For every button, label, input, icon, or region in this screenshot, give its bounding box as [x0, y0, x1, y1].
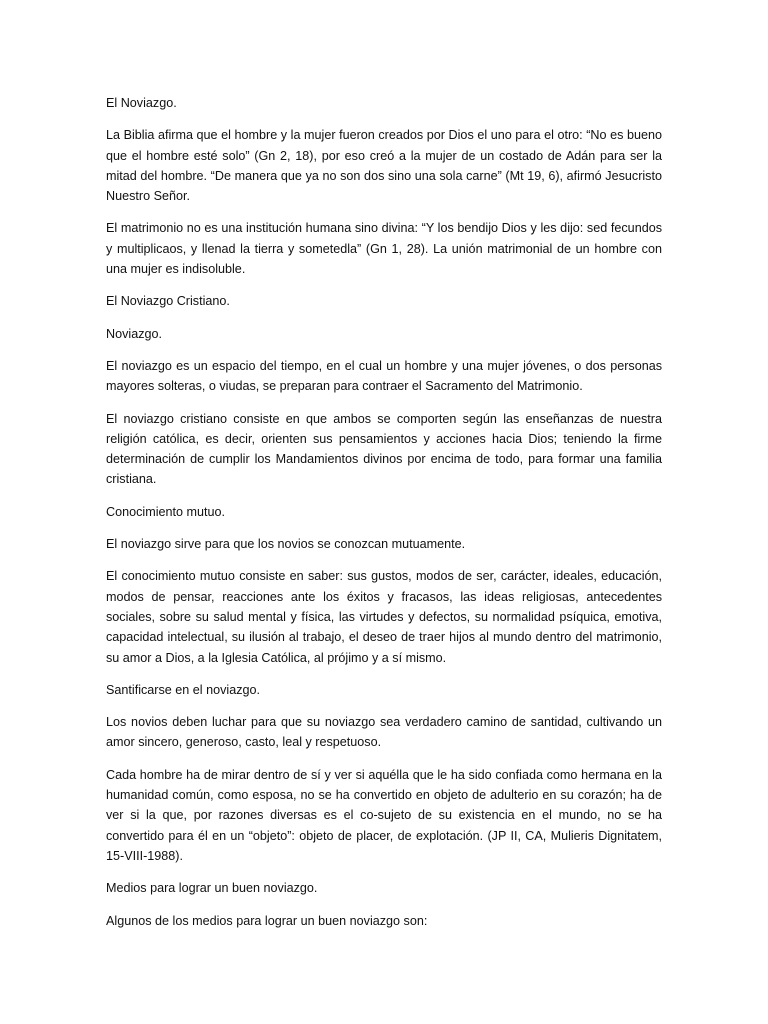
paragraph-holiness: Los novios deben luchar para que su noviazgo sea verdadero camino de santidad, cultivando un amor sincero, generoso, casto, leal y respetuoso.	[106, 715, 662, 750]
document-page	[106, 93, 662, 943]
paragraph-creation: La Biblia afirma que el hombre y la mujer fueron creados por Dios el uno para el otro: “No es bueno que el hombre esté solo” (Gn 2, 18), por eso creó a la mujer de un costado de Adán para ser la mitad del hombre. “De manera que ya no son dos sino una sola carne” (Mt 19, 6), afirmó Jesucristo Nuestro Señor.	[106, 128, 662, 204]
section-heading-christian-courtship: El Noviazgo Cristiano.	[106, 294, 230, 309]
section-heading-courtship: Noviazgo.	[106, 326, 163, 341]
section-heading-sanctification: Santificarse en el noviazgo.	[106, 682, 261, 697]
paragraph-courtship-definition: El noviazgo es un espacio del tiempo, en el cual un hombre y una mujer jóvenes, o dos personas mayores solteras, o viudas, se preparan para contraer el Sacramento del Matrimonio.	[106, 358, 662, 394]
paragraph-purpose: El noviazgo sirve para que los novios se conozcan mutuamente.	[106, 537, 466, 552]
document-title: El Noviazgo.	[106, 96, 177, 110]
section-heading-mutual-knowledge: Conocimiento mutuo.	[106, 504, 226, 519]
paragraph-quote-jp2: Cada hombre ha de mirar dentro de sí y ver si aquélla que le ha sido confiada como hermana en la humanidad común, como esposa, no se ha convertido en objeto de adulterio en su corazón; ha de ver si la que, por razones diversas es el co-sujeto de su existencia en el mundo, no se ha convertido para él en un “objeto”: objeto de placer, de explotación. (JP II, CA, Mulieris Dignitatem, 15-VIII-1988).	[106, 767, 662, 863]
paragraph-mutual-knowledge: El conocimiento mutuo consiste en saber: sus gustos, modos de ser, carácter, ideales, educación, modos de pensar, reacciones ante los éxitos y fracasos, las ideas religiosas, antecedentes sociales, sobre su salud mental y física, las virtudes y defectos, su normalidad psíquica, emotiva, capacidad intelectual, su ilusión al trabajo, el deseo de traer hijos al mundo dentro del matrimonio, su amor a Dios, a la Iglesia Católica, al prójimo y a sí mismo.	[106, 569, 662, 665]
paragraph-marriage-divine: El matrimonio no es una institución humana sino divina: “Y los bendijo Dios y les dijo: sed fecundos y multiplicaos, y llenad la tierra y sometedla” (Gn 1, 28). La unión matrimonial de un hombre con una mujer es indisoluble.	[106, 221, 662, 277]
paragraph-christian-courtship: El noviazgo cristiano consiste en que ambos se comporten según las enseñanzas de nuestra religión católica, es decir, orienten sus pensamientos y acciones hacia Dios; teniendo la firme determinación de cumplir los Mandamientos divinos por encima de todo, para formar una familia cristiana.	[106, 411, 662, 487]
section-heading-means: Medios para lograr un buen noviazgo.	[106, 881, 318, 896]
paragraph-means-intro: Algunos de los medios para lograr un buen noviazgo son:	[106, 913, 428, 928]
